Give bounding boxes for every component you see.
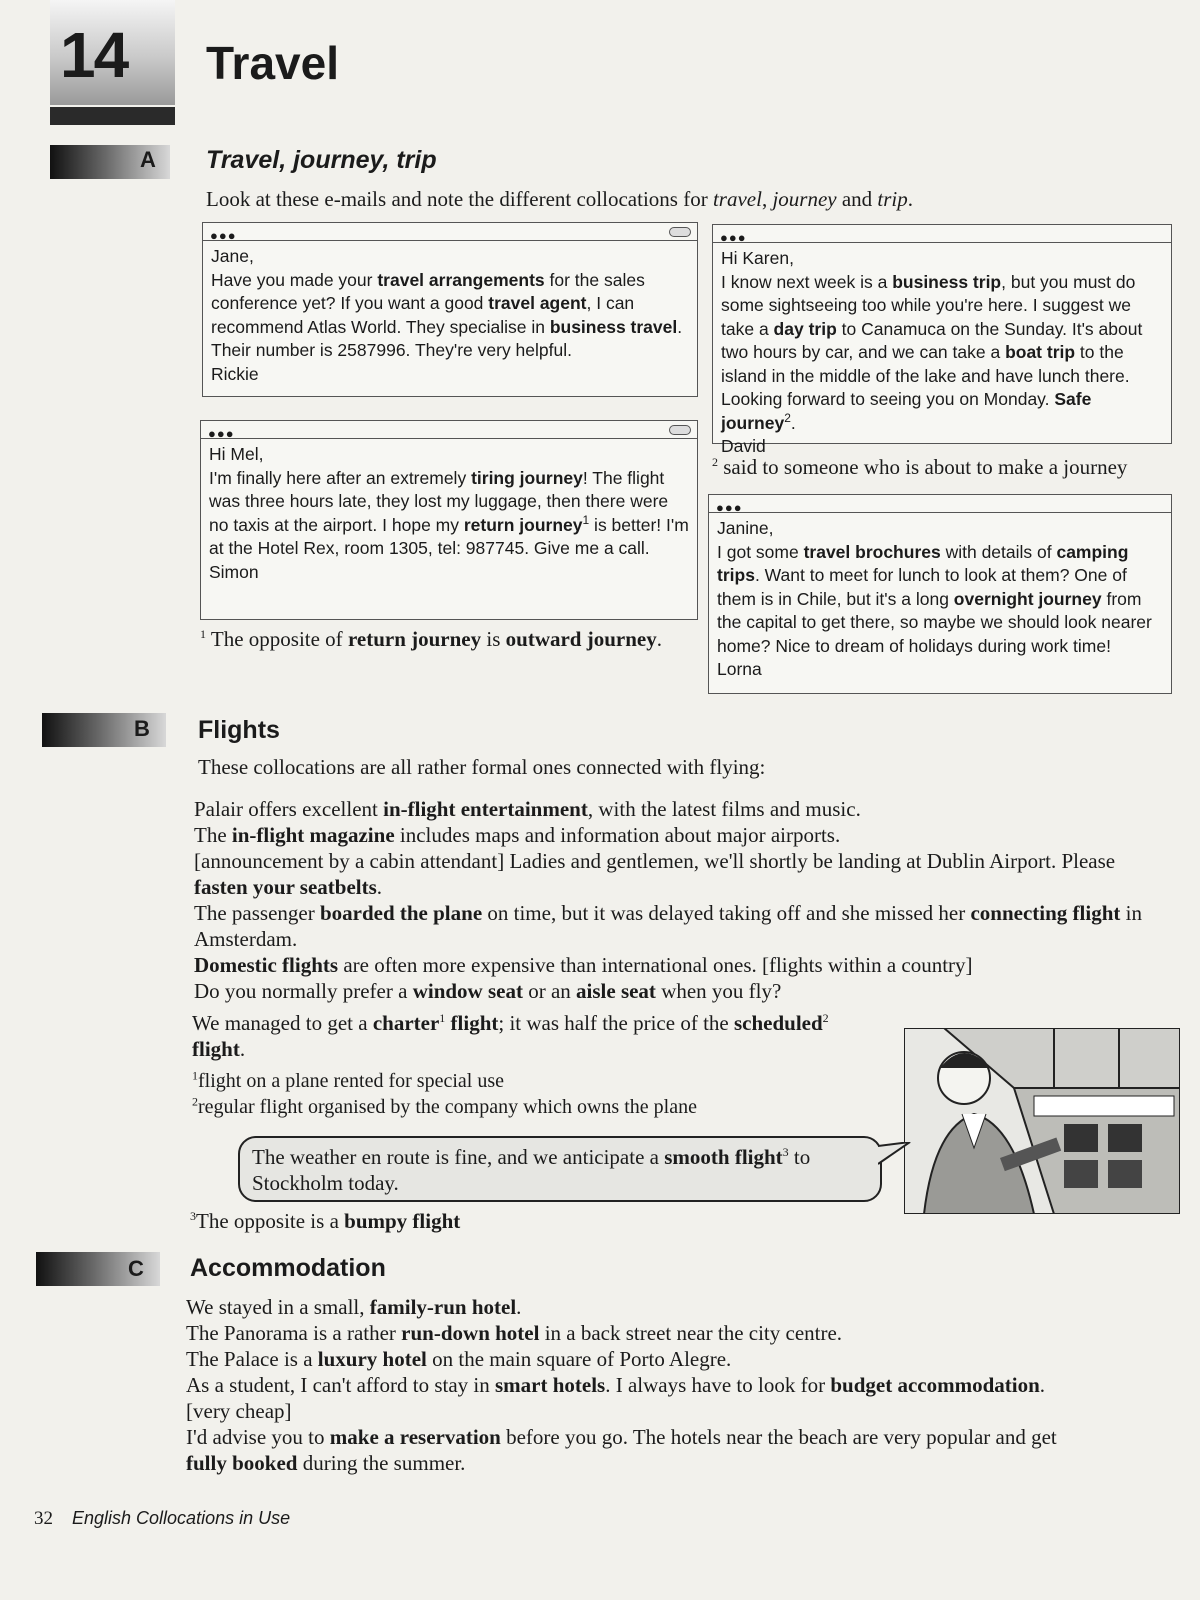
unit-bar <box>50 107 175 125</box>
email-window-janine <box>708 494 1172 694</box>
example-line: The Panorama is a rather run-down hotel in a back street near the city centre. <box>186 1321 843 1345</box>
email-text: I got some travel brochures with details of camping trips. Want to meet for lunch to look at them? One of them is in Chile, but it's a long overnight journey from the capital to get there, so maybe we should look nearer home? Nice to dream of holidays during work time! <box>717 541 1152 656</box>
unit-number: 14 <box>60 19 128 91</box>
window-toggle-icon <box>669 227 691 237</box>
window-buttons-icon: ●●● <box>720 230 747 245</box>
email-title-bar <box>203 223 697 241</box>
email-text: I'm finally here after an extremely tiring journey! The flight was three hours late, they lost my luggage, then there were no taxis at the airport. I hope my return journey$^1$ is better! I'm at the Hotel Rex, room 1305, tel: 987745. Give me a call. <box>209 467 689 558</box>
footnote-1: $^1$ The opposite of return journey is outward journey. <box>200 627 662 651</box>
speech-bubble-tail <box>878 1142 912 1168</box>
page-number: 32 <box>34 1508 53 1529</box>
example-line: As a student, I can't afford to stay in smart hotels. I always have to look for budget accommodation. [very cheap] <box>186 1373 1046 1423</box>
speech-bubble: The weather en route is fine, and we anticipate a smooth flight$^3$ to Stockholm today. <box>238 1136 882 1202</box>
window-toggle-icon <box>669 425 691 435</box>
example-line: The in-flight magazine includes maps and information about major airports. <box>194 823 841 847</box>
email-title-bar <box>201 421 697 439</box>
book-title: English Collocations in Use <box>72 1508 291 1528</box>
example-line: Palair offers excellent in-flight entertainment, with the latest films and music. <box>194 797 861 821</box>
section-b-heading: Flights <box>198 716 280 744</box>
email-greeting: Janine, <box>717 518 774 538</box>
window-buttons-icon: ●●● <box>208 426 235 441</box>
section-a-intro: Look at these e-mails and note the different collocations for travel, journey and trip. <box>206 187 914 211</box>
window-buttons-icon: ●●● <box>210 228 237 243</box>
email-body <box>201 439 697 588</box>
email-greeting: Hi Karen, <box>721 248 794 268</box>
email-window-mel <box>200 420 698 620</box>
charter-line: We managed to get a charter$^1$ flight; it was half the price of the scheduled$^2$ flight. <box>192 1011 829 1061</box>
email-title-bar <box>709 495 1171 513</box>
example-line: [announcement by a cabin attendant] Ladies and gentlemen, we'll shortly be landing at Dublin Airport. Please fasten your seatbelts. <box>194 849 1116 899</box>
section-c-letter: C <box>128 1256 144 1281</box>
example-line: Do you normally prefer a window seat or an aisle seat when you fly? <box>194 979 782 1003</box>
flight-note: $^2$regular flight organised by the company which owns the plane <box>192 1094 697 1118</box>
section-c-examples <box>186 1294 1066 1476</box>
pilot-cockpit-illustration <box>904 1028 1180 1214</box>
email-title-bar <box>713 225 1171 243</box>
footnote-3: $^3$The opposite is a bumpy flight <box>190 1209 461 1233</box>
page-footer <box>34 1508 290 1530</box>
example-line: We stayed in a small, family-run hotel. <box>186 1295 522 1319</box>
section-b-examples <box>194 796 1174 1004</box>
email-signature: David <box>721 436 766 456</box>
email-signature: Rickie <box>211 363 259 384</box>
email-window-jane <box>202 222 698 397</box>
email-body <box>709 513 1171 686</box>
section-a-heading: Travel, journey, trip <box>206 146 437 174</box>
email-window-karen <box>712 224 1172 456</box>
email-body <box>203 241 697 390</box>
example-line: The passenger boarded the plane on time, but it was delayed taking off and she missed her connecting flight in Amsterdam. <box>194 901 1142 951</box>
example-line: Domestic flights are often more expensive than international ones. [flights within a country] <box>194 953 973 977</box>
email-text: Have you made your travel arrangements for the sales conference yet? If you want a good travel agent, I can recommend Atlas World. They specialise in business travel. Their number is 2587996. They're very helpful. <box>211 269 683 360</box>
example-line: I'd advise you to make a reservation before you go. The hotels near the beach are very popular and get fully booked during the summer. <box>186 1425 1057 1475</box>
section-b-intro: These collocations are all rather formal ones connected with flying: <box>198 755 766 779</box>
footnote-2: $^2$ said to someone who is about to make a journey <box>712 455 1128 479</box>
section-a-letter: A <box>140 147 156 172</box>
email-signature: Lorna <box>717 659 762 679</box>
email-greeting: Hi Mel, <box>209 444 264 464</box>
email-text: I know next week is a business trip, but you must do some sightseeing too while you're here. I suggest we take a day trip to Canamuca on the Sunday. It's about two hours by car, and we can take a boat trip to the island in the middle of the lake and have lunch there. Looking forward to seeing you on Monday. Safe journey$^2$. <box>721 271 1143 433</box>
section-b-letter: B <box>134 716 150 741</box>
flight-notes <box>192 1068 882 1120</box>
example-line: The Palace is a luxury hotel on the main square of Porto Alegre. <box>186 1347 732 1371</box>
email-signature: Simon <box>209 561 259 582</box>
section-c-heading: Accommodation <box>190 1254 386 1282</box>
email-body <box>713 243 1171 463</box>
window-buttons-icon: ●●● <box>716 500 743 515</box>
unit-title: Travel <box>206 37 339 89</box>
email-greeting: Jane, <box>211 246 254 266</box>
flight-note: $^1$flight on a plane rented for special use <box>192 1068 504 1092</box>
